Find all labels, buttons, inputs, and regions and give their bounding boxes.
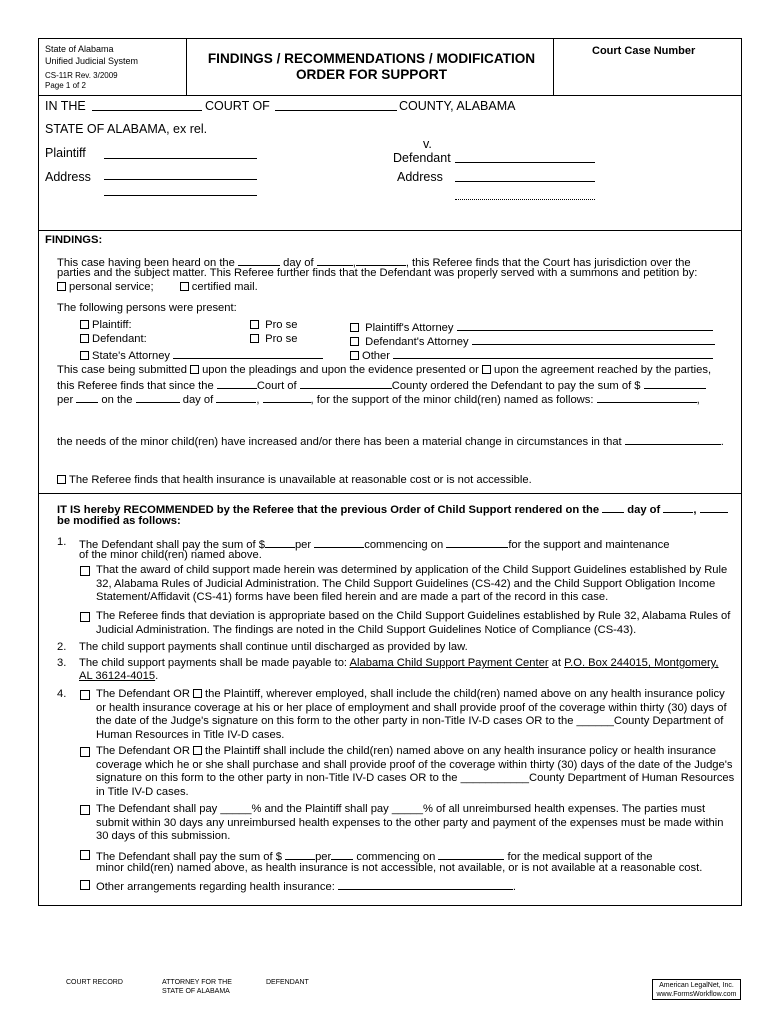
since-line [57,377,706,392]
item-3-at: at [551,657,561,669]
prior-year-field[interactable] [263,391,311,403]
insurance-unavailable [57,474,532,486]
prior-court-field[interactable] [217,377,257,389]
legalnet-name: American LegalNet, Inc. [659,982,734,989]
present-pro-se-2 [250,333,297,345]
item-2-number: 2. [57,641,67,653]
payment-center-zip: AL 36124-4015 [79,670,156,682]
text-jurisdiction: , this Referee finds that the Court has jurisdiction over the [405,257,691,269]
employer-insurance-text [96,688,736,742]
present-defendant-checkbox[interactable] [80,334,89,343]
other-present-checkbox[interactable] [350,351,359,360]
recommend-day-of: day of [627,504,661,516]
other-present-field[interactable] [393,347,713,359]
prior-day-field[interactable] [136,391,180,403]
personal-service-checkbox[interactable] [57,282,66,291]
recommend-year-field[interactable] [700,501,728,513]
pro-se-defendant-checkbox[interactable] [250,334,259,343]
recommend-comma: , [693,504,697,516]
text-day-of: day of [283,257,314,269]
defendants-attorney-label: Defendant's Attorney [365,336,469,348]
findings-p1-line2: parties and the subject matter. This Referee further finds that the Defendant was properly served with a summons and petition by: [57,267,698,279]
on-the-text: on the [101,394,133,406]
defendant-address-field-1[interactable] [455,181,595,182]
present-intro: The following persons were present: [57,302,237,314]
item-3-text: The child support payments shall be made payable to: [79,657,348,669]
payment-center-address: P.O. Box 244015, Montgomery, [564,657,719,669]
unreimbursed-expenses-checkbox[interactable] [80,805,90,815]
medical-period-field[interactable] [331,848,353,860]
present-plaintiff [80,319,132,331]
item-1-text-d: for the support and maintenance [508,539,670,551]
insurance-unavailable-checkbox[interactable] [57,475,66,484]
caption-address-right: Address [397,170,443,184]
change-reason-field[interactable] [625,433,721,445]
present-defendants-attorney [350,333,715,348]
prior-period-field[interactable] [76,391,98,403]
medical-amount-field[interactable] [285,848,315,860]
footer-court-record: COURT RECORD [66,979,123,986]
county-field[interactable] [275,110,397,111]
caption-plaintiff-label: Plaintiff [45,146,86,160]
employer-insurance-defendant-checkbox[interactable] [80,690,90,700]
per-text: per [57,394,74,406]
present-plaintiffs-attorney [350,319,713,334]
defendants-attorney-checkbox[interactable] [350,337,359,346]
footer-defendant: DEFENDANT [266,979,309,986]
caption-court-of: COURT OF [205,99,270,113]
per-support-text: , for the support of the minor child(ren) named as follows: [310,394,594,406]
purchase-insurance-text [96,745,736,799]
purchase-insurance-defendant-checkbox[interactable] [80,747,90,757]
pro-se-plaintiff-label: Pro se [265,319,298,331]
needs-text: the needs of the minor child(ren) have increased and/or there has been a material change in circumstances in that [57,436,622,448]
text-comma: , [352,257,356,269]
case-number-label: Court Case Number [592,45,696,57]
children-names-field[interactable] [597,391,697,403]
form-title-line2: ORDER FOR SUPPORT [295,67,448,82]
submitted-pleadings-text: upon the pleadings and upon the evidence presented or [202,364,479,376]
caption-defendant-label: Defendant [393,151,451,165]
other-arrangements-period: . [512,881,517,893]
plaintiffs-attorney-label: Plaintiff's Attorney [365,322,454,334]
submitted-text: This case being submitted [57,364,187,376]
deviation-text: The Referee finds that deviation is appropriate based on the Child Support Guidelines established by Rule 32, Alabama Rules of Judicial Administration. The findings are noted in the Child Support Guidelines Notice of Compliance (CS-43). [96,610,731,636]
item-3-period: . [155,670,159,682]
court-type-field[interactable] [92,110,202,111]
medical-start-field[interactable] [438,848,504,860]
caption-in-the: IN THE [45,99,86,113]
medical-support-line2: minor child(ren) named above, as health insurance is not accessible, not available, or is not available at a reasonable cost. [96,862,703,874]
text-heard-on: This case having been heard on the [57,257,235,269]
present-plaintiff-label: Plaintiff: [92,319,132,331]
pro-se-plaintiff-checkbox[interactable] [250,320,259,329]
present-other [350,347,713,362]
heard-month-field[interactable] [317,254,353,266]
legalnet-url[interactable]: www.FormsWorkflow.com [656,991,737,998]
per-line [57,391,700,406]
recommend-heading-line1 [57,501,728,516]
medical-support-checkbox[interactable] [80,850,90,860]
prior-county-field[interactable] [300,377,392,389]
recommend-day-field[interactable] [602,501,624,513]
defendant-field[interactable] [455,162,595,163]
item-3-line1 [79,657,719,669]
caption-state-ex-rel: STATE OF ALABAMA, ex rel. [45,122,208,136]
needs-period: . [720,436,724,448]
states-attorney-field[interactable] [173,347,323,359]
item-1-text-a: The Defendant shall pay the sum of $ [79,539,265,551]
plaintiff-field[interactable] [104,158,257,159]
service-options [57,281,258,293]
submitted-pleadings-checkbox[interactable] [190,365,199,374]
certified-mail-label: certified mail. [191,281,258,293]
employer-insurance-plaintiff-checkbox[interactable] [193,689,202,698]
guidelines-applied-checkbox[interactable] [80,566,90,576]
plaintiffs-attorney-checkbox[interactable] [350,323,359,332]
medical-support-text-d: for the medical support of the [507,851,653,863]
footer-attorney-l1: ATTORNEY FOR THE [162,979,232,986]
per-comma-1: , [256,394,260,406]
header-page: Page 1 of 2 [45,81,86,90]
findings-heading: FINDINGS: [45,234,103,246]
employer-insurance-text-b: the Plaintiff, wherever employed, shall include the child(ren) named above on any health insurance policy or health insurance coverage at his or her place of employment and shall provide proof of the coverage within thirty (30) days of the date of the Judge's signature on this form to the other party in non-Title IV-D cases OR to the ______County Department of Human Resources in Title IV-D cases. [96,688,727,741]
present-defendant-label: Defendant: [92,333,147,345]
form-title-line1: FINDINGS / RECOMMENDATIONS / MODIFICATION [207,51,536,66]
per-day-of-text: day of [182,394,214,406]
support-amount-field[interactable] [265,536,295,548]
present-defendant [80,333,147,345]
since-pay-text: County ordered the Defendant to pay the sum of $ [391,380,641,392]
other-arrangements-checkbox[interactable] [80,880,90,890]
submitted-agreement-checkbox[interactable] [482,365,491,374]
present-states-attorney-label: State's Attorney [92,350,171,362]
item-4-number: 4. [57,688,67,700]
caption-address-left: Address [45,170,91,184]
recommend-month-field[interactable] [663,501,693,513]
present-pro-se-1 [250,319,297,331]
heard-day-field[interactable] [238,254,280,266]
since-text: this Referee finds that since the [57,380,214,392]
personal-service-label: personal service; [69,281,154,293]
other-arrangements-line [96,878,516,893]
present-states-attorney-checkbox[interactable] [80,351,89,360]
pro-se-defendant-label: Pro se [265,333,298,345]
caption-county: COUNTY, ALABAMA [399,99,516,113]
support-period-field[interactable] [314,536,364,548]
plaintiff-address-field-2[interactable] [104,195,257,196]
defendants-attorney-field[interactable] [472,333,715,345]
item-1-per: per [294,539,312,551]
needs-line [57,433,724,448]
other-arrangements-text: Other arrangements regarding health insurance: [96,881,335,893]
other-present-label: Other [362,350,390,362]
item-1-number: 1. [57,536,67,548]
other-arrangements-field[interactable] [338,878,513,890]
heard-year-field[interactable] [356,254,406,266]
submitted-agreement-text: upon the agreement reached by the parties, [494,364,712,376]
medical-support-line1 [96,848,652,863]
present-plaintiff-checkbox[interactable] [80,320,89,329]
item-3-number: 3. [57,657,67,669]
header-system: Unified Judicial System [45,56,139,66]
item-2-text: The child support payments shall continue until discharged as provided by law. [79,641,468,653]
guidelines-applied-text: That the award of child support made herein was determined by application of the Child Support Guidelines established by Rule 32, Alabama Rules of Judicial Administration. The Child Support Guidelines (CS-42) and the Child Support Obligation Income Statement/Affidavit (CS-41) forms have been filed herein and are made a part of the record in this case. [96,564,728,604]
case-number-field[interactable] [556,60,740,94]
unreimbursed-expenses-text: The Defendant shall pay _____% and the Plaintiff shall pay _____% of all unreimbursed health expenses. The parties must submit within 30 days any unreimbursed health expenses to the other party and payment of the expenses must be made within 30 days of this submission. [96,803,724,843]
recommend-heading-text: IT IS hereby RECOMMENDED by the Referee that the previous Order of Child Support rendered on the [57,504,600,516]
prior-month-field[interactable] [216,391,256,403]
support-start-field[interactable] [446,536,508,548]
item-3-line2 [79,670,158,682]
header-state: State of Alabama [45,44,114,54]
deviation-checkbox[interactable] [80,612,90,622]
recommend-heading-line2: be modified as follows: [57,515,181,527]
purchase-insurance-text-b: the Plaintiff shall include the child(ren) named above on any health insurance policy or health insurance coverage which he or she shall purchase and shall provide proof of the coverage within thirty (30) days of the date of the Judge's signature on this form to the other party in non-Title IV-D cases OR to the ___________County Department of Human Resources in Title IV-D cases. [96,745,735,798]
purchase-insurance-plaintiff-checkbox[interactable] [193,746,202,755]
defendant-address-field-2[interactable] [455,199,595,200]
prior-amount-field[interactable] [644,377,706,389]
medical-commencing: commencing on [356,851,436,863]
employer-insurance-text-a: The Defendant OR [96,688,190,700]
header-form-id: CS-11R Rev. 3/2009 [45,71,118,80]
footer-attorney-l2: STATE OF ALABAMA [162,988,230,995]
per-comma-2: , [696,394,700,406]
plaintiffs-attorney-field[interactable] [457,319,713,331]
item-1-commencing: commencing on [364,539,444,551]
medical-support-text-a: The Defendant shall pay the sum of $ [96,851,282,863]
since-court-of: Court of [256,380,297,392]
caption-box [38,95,742,231]
present-states-attorney [80,347,323,362]
payment-center-name: Alabama Child Support Payment Center [349,657,549,669]
certified-mail-checkbox[interactable] [180,282,189,291]
caption-v: v. [423,137,432,151]
plaintiff-address-field-1[interactable] [104,179,257,180]
submitted-line [57,364,711,376]
medical-per: per [315,851,332,863]
insurance-unavailable-text: The Referee finds that health insurance is unavailable at reasonable cost or is not accessible. [69,474,532,486]
purchase-insurance-text-a: The Defendant OR [96,745,190,757]
item-1-line2: of the minor child(ren) named above. [79,549,262,561]
